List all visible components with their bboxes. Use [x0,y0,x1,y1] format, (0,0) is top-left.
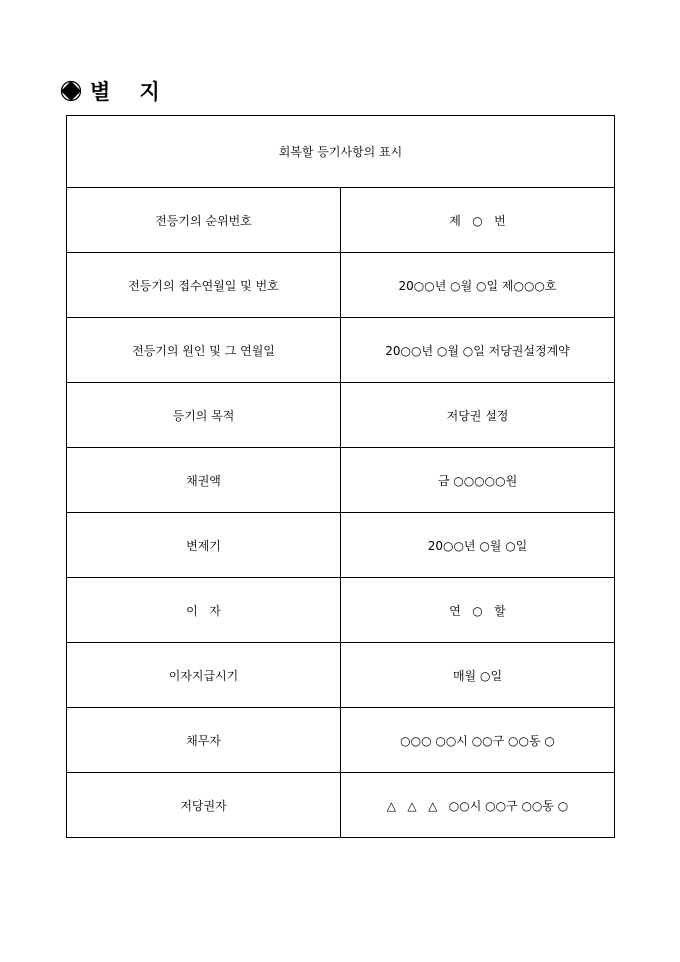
row-value: 연 ○ 할 [341,578,615,643]
page-title: 별 지 [90,79,160,104]
table-row [67,773,615,838]
registration-recovery-table [66,115,615,838]
row-value: 제 ○ 번 [341,188,615,253]
row-label: 저당권자 [67,773,341,838]
row-value: 20○○년 ○월 ○일 저당권설정계약 [341,318,615,383]
table-row [67,448,615,513]
row-value: 매월 ○일 [341,643,615,708]
row-value: △ △ △ ○○시 ○○구 ○○동 ○ [341,773,615,838]
row-label: 변제기 [67,513,341,578]
table-row [67,578,615,643]
table-row [67,643,615,708]
row-label: 채권액 [67,448,341,513]
table-row [67,383,615,448]
row-value: 20○○년 ○월 ○일 제○○○호 [341,253,615,318]
row-label: 전등기의 원인 및 그 연월일 [67,318,341,383]
table-header: 회복할 등기사항의 표시 [67,116,615,188]
row-value: 20○○년 ○월 ○일 [341,513,615,578]
table-row [67,513,615,578]
table-row [67,318,615,383]
table-header-row [67,116,615,188]
row-label: 전등기의 순위번호 [67,188,341,253]
table-row [67,188,615,253]
diamond-bullet-icon [60,80,82,102]
row-label: 이 자 [67,578,341,643]
table-row [67,253,615,318]
row-value: 금 ○○○○○원 [341,448,615,513]
row-label: 채무자 [67,708,341,773]
row-label: 등기의 목적 [67,383,341,448]
section-heading [60,78,160,104]
row-value: ○○○ ○○시 ○○구 ○○동 ○ [341,708,615,773]
table-row [67,708,615,773]
row-value: 저당권 설정 [341,383,615,448]
row-label: 전등기의 접수연월일 및 번호 [67,253,341,318]
row-label: 이자지급시기 [67,643,341,708]
